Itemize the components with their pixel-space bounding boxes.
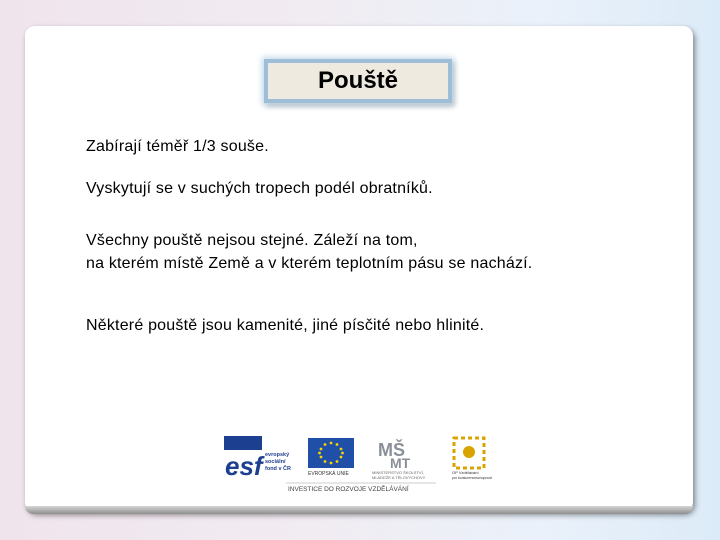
slide-title: Pouště <box>317 67 398 94</box>
bullet-line: na kterém místě Země a v kterém teplotním pásu se nachází. <box>86 255 533 272</box>
esf-text-line: sociální <box>265 459 286 465</box>
bullet-4 <box>86 314 484 337</box>
esf-text-line: fond v ČR <box>265 466 291 472</box>
op-vk-logo <box>452 438 492 480</box>
svg-text:MŠ: MŠ <box>378 440 405 460</box>
eu-label: EVROPSKÁ UNIE <box>308 471 349 477</box>
msmt-logo <box>372 439 426 480</box>
footer-logo-strip <box>222 434 498 496</box>
bullet-line: Některé pouště jsou kamenité, jiné písčité nebo hlinité. <box>86 317 485 334</box>
esf-text-line: evropský <box>265 452 290 458</box>
svg-text:esf: esf <box>225 451 263 481</box>
svg-text:MT: MT <box>390 455 411 471</box>
bullet-3 <box>86 229 532 275</box>
bullet-line: Vyskytují se v suchých tropech podél obratníků. <box>86 180 433 197</box>
bullet-line: Všechny pouště nejsou stejné. Záleží na tom, <box>86 232 418 249</box>
op-label-line: pro konkurenceschopnost <box>452 476 493 480</box>
msmt-label-line: MINISTERSTVO ŠKOLSTVÍ, <box>372 470 424 475</box>
title-box <box>264 59 452 103</box>
msmt-label-line: MLÁDEŽE A TĚLOVÝCHOVY <box>372 475 426 480</box>
esf-logo <box>224 436 291 481</box>
bullet-2 <box>86 177 433 200</box>
tagline: INVESTICE DO ROZVOJE VZDĚLÁVÁNÍ <box>288 486 409 493</box>
op-label-line: OP Vzdělávání <box>452 470 479 475</box>
slide-bottom-bar <box>25 506 693 514</box>
eu-flag-logo <box>308 438 354 477</box>
bullet-1 <box>86 135 269 158</box>
bullet-line: Zabírají téměř 1/3 souše. <box>86 138 269 155</box>
